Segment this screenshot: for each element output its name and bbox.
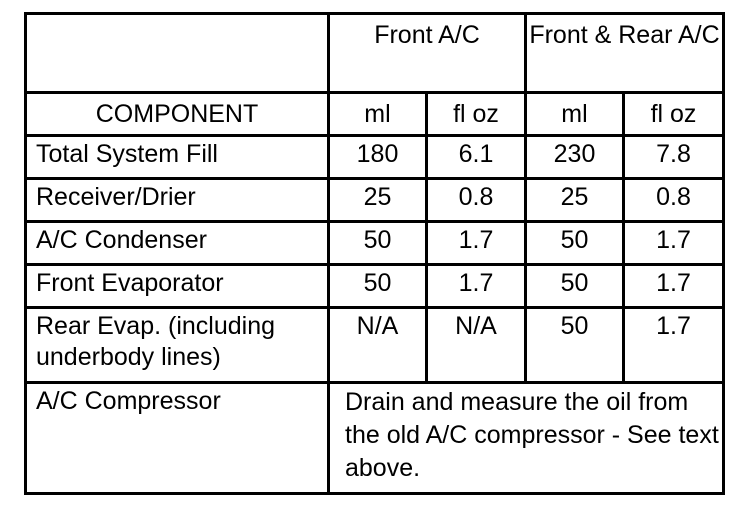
value-cell: 50 bbox=[329, 265, 427, 308]
value-cell: 25 bbox=[329, 179, 427, 222]
value-cell: 1.7 bbox=[427, 222, 526, 265]
value-cell: 1.7 bbox=[624, 308, 724, 383]
compressor-row bbox=[26, 383, 724, 494]
value-cell: 50 bbox=[526, 222, 624, 265]
value-cell: 25 bbox=[526, 179, 624, 222]
header-component: COMPONENT bbox=[26, 93, 329, 136]
header-unit-rear-floz: fl oz bbox=[624, 93, 724, 136]
component-cell: Front Evaporator bbox=[26, 265, 329, 308]
oil-capacity-table bbox=[24, 12, 725, 495]
value-cell: 0.8 bbox=[624, 179, 724, 222]
value-cell: 180 bbox=[329, 136, 427, 179]
component-cell: Receiver/Drier bbox=[26, 179, 329, 222]
component-cell: Rear Evap. (including underbody lines) bbox=[26, 308, 329, 383]
value-cell: N/A bbox=[427, 308, 526, 383]
value-cell: 1.7 bbox=[427, 265, 526, 308]
value-cell: 50 bbox=[526, 308, 624, 383]
value-cell: N/A bbox=[329, 308, 427, 383]
header-unit-front-ml: ml bbox=[329, 93, 427, 136]
header-front-ac: Front A/C bbox=[329, 14, 526, 93]
value-cell: 50 bbox=[526, 265, 624, 308]
component-cell: Total System Fill bbox=[26, 136, 329, 179]
header-front-rear-ac: Front & Rear A/C bbox=[526, 14, 724, 93]
component-cell: A/C Compressor bbox=[26, 383, 329, 494]
value-cell: 230 bbox=[526, 136, 624, 179]
compressor-note: Drain and measure the oil from the old A/C compressor - See text above. bbox=[329, 383, 724, 494]
value-cell: 6.1 bbox=[427, 136, 526, 179]
table-row bbox=[26, 179, 724, 222]
component-cell: A/C Condenser bbox=[26, 222, 329, 265]
value-cell: 1.7 bbox=[624, 265, 724, 308]
header-unit-front-floz: fl oz bbox=[427, 93, 526, 136]
value-cell: 7.8 bbox=[624, 136, 724, 179]
table-row bbox=[26, 308, 724, 383]
value-cell: 0.8 bbox=[427, 179, 526, 222]
header-group-row bbox=[26, 14, 724, 93]
header-unit-row bbox=[26, 93, 724, 136]
table-row bbox=[26, 136, 724, 179]
header-blank-cell bbox=[26, 14, 329, 93]
value-cell: 50 bbox=[329, 222, 427, 265]
value-cell: 1.7 bbox=[624, 222, 724, 265]
table-row bbox=[26, 222, 724, 265]
header-unit-rear-ml: ml bbox=[526, 93, 624, 136]
table-row bbox=[26, 265, 724, 308]
